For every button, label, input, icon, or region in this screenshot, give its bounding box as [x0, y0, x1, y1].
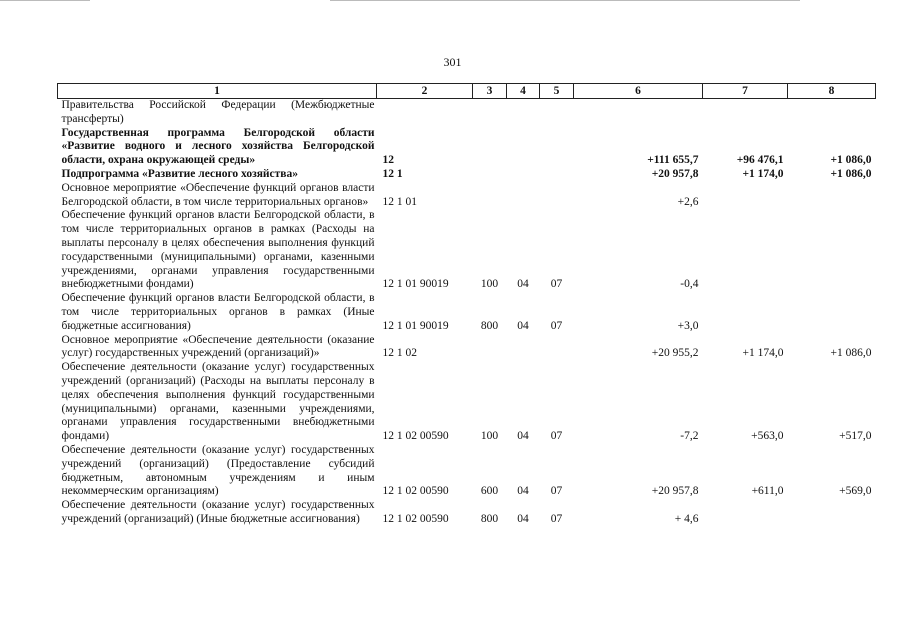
row-value-7: +611,0 — [751, 485, 784, 498]
row-value-6: -0,4 — [680, 278, 699, 291]
column-header: 1 — [58, 84, 377, 99]
row-value-6: + 4,6 — [674, 512, 699, 525]
row-value-6: +3,0 — [677, 319, 699, 332]
row-col4 — [507, 182, 540, 210]
row-description: Основное мероприятие «Обеспечение функций органов власти Белгородской области, в том числе территориальных органов» — [61, 181, 375, 208]
table-row — [58, 334, 876, 362]
row-value-8: +517,0 — [839, 430, 872, 443]
row-col4 — [507, 168, 540, 182]
row-col5 — [540, 334, 574, 362]
row-value-6: +2,6 — [677, 195, 699, 208]
row-code — [377, 99, 473, 127]
row-description: Основное мероприятие «Обеспечение деятельности (оказание услуг) государственных учреждений (организаций)» — [61, 333, 375, 360]
column-header: 4 — [507, 84, 540, 99]
column-header: 7 — [703, 84, 788, 99]
row-value-8 — [788, 292, 876, 333]
row-value-7 — [703, 182, 788, 210]
row-col5: 07 — [550, 319, 563, 332]
row-value-7: +1 174,0 — [742, 167, 784, 180]
row-code: 12 1 01 90019 — [382, 319, 449, 332]
row-col3: 800 — [480, 319, 499, 332]
table-row — [58, 127, 876, 168]
row-col4: 04 — [517, 430, 529, 443]
row-value-6: +111 655,7 — [647, 154, 699, 167]
row-col5 — [540, 99, 574, 127]
row-col5: 07 — [550, 512, 563, 525]
row-code: 12 1 02 00590 — [382, 512, 449, 525]
row-col3: 100 — [480, 430, 499, 443]
row-col4 — [507, 334, 540, 362]
table-row — [58, 444, 876, 499]
row-code: 12 1 01 — [382, 195, 417, 208]
table-row — [58, 209, 876, 292]
row-value-8: +1 086,0 — [830, 167, 872, 180]
row-value-8 — [788, 99, 876, 127]
row-col5: 07 — [550, 485, 563, 498]
row-value-8: +1 086,0 — [830, 154, 872, 167]
row-col3: 100 — [480, 278, 499, 291]
row-value-7 — [703, 209, 788, 292]
row-col5 — [540, 127, 574, 168]
row-value-8: +1 086,0 — [830, 347, 872, 360]
row-value-7 — [703, 292, 788, 333]
row-value-8 — [788, 209, 876, 292]
row-value-7: +96 476,1 — [736, 154, 784, 167]
row-col4: 04 — [517, 485, 529, 498]
column-header: 3 — [473, 84, 507, 99]
row-value-6: +20 955,2 — [651, 347, 699, 360]
row-col5 — [540, 168, 574, 182]
row-description: Обеспечение деятельности (оказание услуг) государственных учреждений (организаций) (Иные бюджетные ассигнования) — [61, 499, 375, 525]
top-edge-line — [0, 0, 90, 1]
column-header: 5 — [540, 84, 574, 99]
row-description: Обеспечение функций органов власти Белгородской области, в том числе территориальных органов в рамках (Иные бюджетные ассигнования) — [61, 292, 375, 332]
row-col3 — [473, 334, 507, 362]
table-row — [58, 499, 876, 527]
row-col4 — [507, 127, 540, 168]
row-col3: 800 — [480, 512, 499, 525]
row-value-7 — [703, 499, 788, 527]
column-header: 8 — [788, 84, 876, 99]
table-row — [58, 361, 876, 444]
row-value-6 — [574, 99, 703, 127]
row-col4: 04 — [517, 278, 529, 291]
row-code: 12 1 02 — [382, 347, 417, 360]
row-col3 — [473, 168, 507, 182]
row-value-6: +20 957,8 — [651, 485, 699, 498]
column-header: 6 — [574, 84, 703, 99]
column-header: 2 — [377, 84, 473, 99]
row-code: 12 — [382, 154, 394, 167]
row-code: 12 1 — [382, 167, 403, 180]
row-col4: 04 — [517, 319, 529, 332]
row-code: 12 1 01 90019 — [382, 278, 449, 291]
row-description: Обеспечение деятельности (оказание услуг) государственных учреждений (организаций) (Предоставление субсидий бюджетным, автономным учреждениям и иным некоммерческим организациям) — [61, 443, 375, 498]
row-description: Обеспечение деятельности (оказание услуг) государственных учреждений (организаций) (Расходы на выплаты персоналу в целях обеспечения выполнения функций государственными (муниципальными) органами, казенными учреждениями, органами управления государственными внебюджетными фондами) — [61, 361, 375, 443]
row-col3 — [473, 182, 507, 210]
row-value-7 — [703, 99, 788, 127]
row-col5: 07 — [550, 430, 563, 443]
row-value-7: +1 174,0 — [742, 347, 784, 360]
row-col5: 07 — [550, 278, 563, 291]
row-col3: 600 — [480, 485, 499, 498]
table-row — [58, 99, 876, 127]
row-value-7: +563,0 — [751, 430, 784, 443]
row-description: Подпрограмма «Развитие лесного хозяйства» — [61, 167, 299, 180]
row-code: 12 1 02 00590 — [382, 485, 449, 498]
table-row — [58, 182, 876, 210]
budget-table — [57, 83, 876, 527]
row-col4: 04 — [517, 512, 529, 525]
row-col3 — [473, 127, 507, 168]
table-header-row — [58, 84, 876, 99]
row-col4 — [507, 99, 540, 127]
row-col3 — [473, 99, 507, 127]
row-description: Правительства Российской Федерации (Межбюджетные трансферты) — [61, 99, 375, 125]
table-row — [58, 292, 876, 333]
row-value-8 — [788, 499, 876, 527]
top-edge-line — [330, 0, 800, 1]
row-value-8 — [788, 182, 876, 210]
page-number: 301 — [443, 55, 462, 69]
row-col5 — [540, 182, 574, 210]
row-code: 12 1 02 00590 — [382, 430, 449, 443]
row-value-6: -7,2 — [680, 430, 699, 443]
row-value-6: +20 957,8 — [651, 167, 699, 180]
row-value-8: +569,0 — [839, 485, 872, 498]
table-row — [58, 168, 876, 182]
row-description: Обеспечение функций органов власти Белгородской области, в том числе территориальных органов в рамках (Расходы на выплаты персоналу в целях обеспечения выполнения функций государственными (муниципальными) органами, казенными учреждениями, органами управления государственными внебюджетными фондами) — [61, 209, 375, 291]
row-description: Государственная программа Белгородской области «Развитие водного и лесного хозяйства Белгородской области, охрана окружающей среды» — [61, 126, 375, 167]
